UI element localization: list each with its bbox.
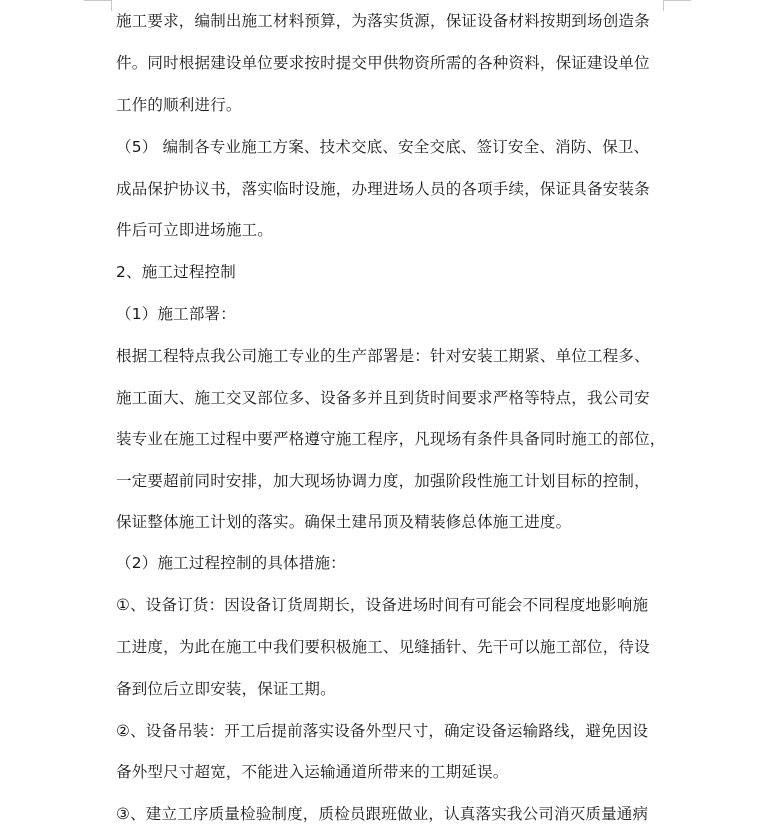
crop-mark-top-left-horizontal: [84, 0, 112, 1]
body-text-line: 工进度，为此在施工中我们要积极施工、见缝插针、先干可以施工部位，待设: [116, 638, 650, 656]
list-item-line: ①、设备订货：因设备订货周期长，设备进场时间有可能会不同程度地影响施: [116, 596, 649, 614]
body-text-line: 一定要超前同时安排，加大现场协调力度，加强阶段性施工计划目标的控制，: [116, 472, 650, 490]
list-item-line: （5） 编制各专业施工方案、技术交底、安全交底、签订安全、消防、保卫、: [116, 138, 650, 156]
body-text-line: 备到位后立即安装，保证工期。: [116, 680, 336, 698]
body-text-line: 施工面大、施工交叉部位多、设备多并且到货时间要求严格等特点，我公司安: [116, 389, 650, 407]
body-text-line: 件。同时根据建设单位要求按时提交甲供物资所需的各种资料，保证建设单位: [116, 54, 650, 72]
body-text-line: 件后可立即进场施工。: [116, 221, 274, 239]
body-text-line: 装专业在施工过程中要严格遵守施工程序，凡现场有条件具备同时施工的部位，: [116, 430, 666, 448]
body-text-line: 保证整体施工计划的落实。确保土建吊顶及精装修总体施工进度。: [116, 513, 572, 531]
body-text-line: 工作的顺利进行。: [116, 96, 242, 114]
crop-mark-top-left-vertical: [111, 0, 112, 11]
crop-mark-top-right-horizontal: [663, 0, 691, 1]
list-item-line: ③、建立工序质量检验制度，质检员跟班做业，认真落实我公司消灭质量通病: [116, 805, 649, 823]
body-text-line: 根据工程特点我公司施工专业的生产部署是：针对安装工期紧、单位工程多、: [116, 347, 650, 365]
body-text-line: 施工要求，编制出施工材料预算，为落实货源，保证设备材料按期到场创造条: [116, 12, 650, 30]
crop-mark-top-right-vertical: [663, 0, 664, 11]
section-heading: 2、施工过程控制: [116, 263, 236, 281]
subsection-heading: （2）施工过程控制的具体措施：: [116, 554, 346, 572]
body-text-line: 成品保护协议书，落实临时设施，办理进场人员的各项手续，保证具备安装条: [116, 180, 650, 198]
body-text-line: 备外型尺寸超宽，不能进入运输通道所带来的工期延误。: [116, 763, 509, 781]
subsection-heading: （1）施工部署：: [116, 305, 236, 323]
list-item-line: ②、设备吊装：开工后提前落实设备外型尺寸，确定设备运输路线，避免因设: [116, 722, 649, 740]
